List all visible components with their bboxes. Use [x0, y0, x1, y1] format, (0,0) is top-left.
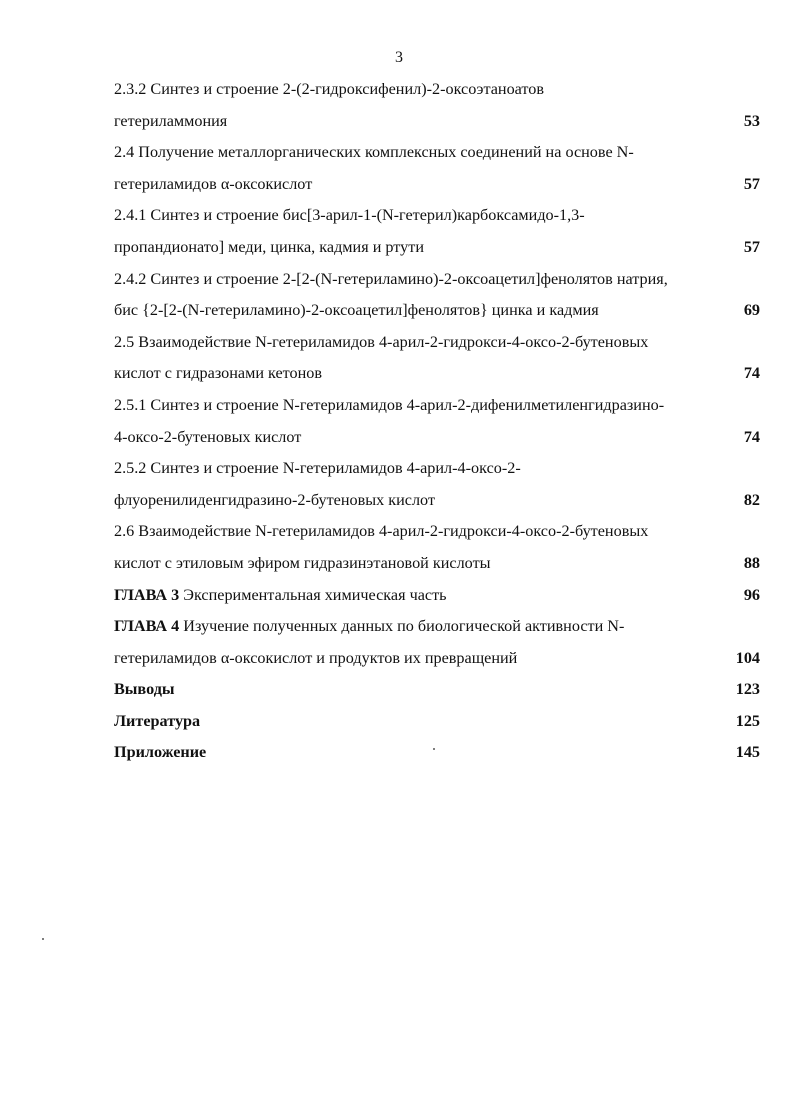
toc-page-number: 96 [743, 585, 760, 604]
toc-entry-text: 2.4.1 Синтез и строение бис[3-арил-1-(N-гетерил)карбоксамидо-1,3- [114, 206, 585, 225]
toc-chapter-4 [114, 611, 760, 643]
toc-entry-text: Литература [114, 711, 201, 730]
toc-entry-text [114, 611, 624, 643]
toc-entry-text: гетериламидов α-оксокислот [114, 174, 313, 193]
toc-entry-line [114, 548, 760, 580]
chapter-title: Экспериментальная химическая часть [179, 585, 447, 604]
toc-page-number: 74 [743, 427, 760, 446]
toc-entry-line [114, 422, 760, 454]
toc-page-number: 145 [735, 743, 760, 762]
toc-entry-line [114, 643, 760, 675]
toc-page-number: 82 [743, 490, 760, 509]
toc-entry-line [114, 137, 760, 169]
toc-entry-line [114, 232, 760, 264]
toc-entry-text [114, 580, 447, 612]
toc-entry-text: кислот с гидразонами кетонов [114, 364, 323, 383]
toc-entry-text: 4-оксо-2-бутеновых кислот [114, 427, 302, 446]
toc-page-number: 53 [743, 111, 760, 130]
toc-page-number: 104 [735, 648, 760, 667]
toc-entry-line [114, 327, 760, 359]
page-number: 3 [395, 49, 403, 66]
toc-page-number: 123 [735, 680, 760, 699]
toc-conclusions [114, 674, 760, 706]
toc-entry-line [114, 295, 760, 327]
toc-entry-text: 2.4 Получение металлорганических комплексных соединений на основе N- [114, 143, 634, 162]
scan-speck [42, 938, 44, 940]
toc-entry-text: Выводы [114, 680, 175, 699]
toc-page-number: 57 [743, 237, 760, 256]
toc-entry-text: 2.3.2 Синтез и строение 2-(2-гидроксифенил)-2-оксоэтаноатов [114, 80, 545, 98]
toc-entry-text: 2.6 Взаимодействие N-гетериламидов 4-арил-2-гидрокси-4-оксо-2-бутеновых [114, 522, 649, 541]
toc-entry-line [114, 516, 760, 548]
toc-chapter-3 [114, 580, 760, 612]
toc-appendix [114, 737, 760, 769]
toc-entry-text: 2.4.2 Синтез и строение 2-[2-(N-гетериламино)-2-оксоацетил]фенолятов натрия, [114, 269, 668, 288]
chapter-label: ГЛАВА 4 [114, 617, 180, 636]
toc-entry-line [114, 106, 760, 138]
toc-entry-text: Приложение [114, 743, 207, 762]
toc-page-number: 69 [743, 301, 760, 320]
table-of-contents [114, 74, 760, 769]
toc-entry-text: бис {2-[2-(N-гетериламино)-2-оксоацетил]фенолятов} цинка и кадмия [114, 301, 599, 320]
toc-entry-line [114, 74, 760, 106]
toc-entry-line [114, 453, 760, 485]
toc-page-number: 74 [743, 364, 760, 383]
chapter-title: Изучение полученных данных по биологической активности N- [179, 617, 625, 636]
toc-entry-text: 2.5 Взаимодействие N-гетериламидов 4-арил-2-гидрокси-4-оксо-2-бутеновых [114, 332, 649, 351]
toc-page-number: 125 [735, 711, 760, 730]
toc-page-number: 57 [743, 174, 760, 193]
toc-entry-line [114, 390, 760, 422]
toc-entry-text: 2.5.2 Синтез и строение N-гетериламидов 4-арил-4-оксо-2- [114, 459, 521, 478]
toc-entry-text: гетериламидов α-оксокислот и продуктов их превращений [114, 648, 518, 667]
toc-literature [114, 706, 760, 738]
toc-entry-line [114, 358, 760, 390]
toc-entry-line [114, 169, 760, 201]
scan-speck [433, 748, 435, 750]
toc-entry-text: кислот с этиловым эфиром гидразинэтановой кислоты [114, 553, 491, 572]
toc-entry-text: флуоренилиденгидразино-2-бутеновых кислот [114, 490, 436, 509]
toc-entry-text: пропандионато] меди, цинка, кадмия и ртути [114, 237, 424, 256]
toc-entry-line [114, 485, 760, 517]
toc-entry-text: 2.5.1 Синтез и строение N-гетериламидов 4-арил-2-дифенилметиленгидразино- [114, 395, 665, 414]
chapter-label: ГЛАВА 3 [114, 585, 180, 604]
toc-entry-text: гетериламмония [114, 111, 228, 130]
toc-page-number: 88 [743, 553, 760, 572]
toc-entry-line [114, 200, 760, 232]
toc-entry-line [114, 264, 760, 296]
